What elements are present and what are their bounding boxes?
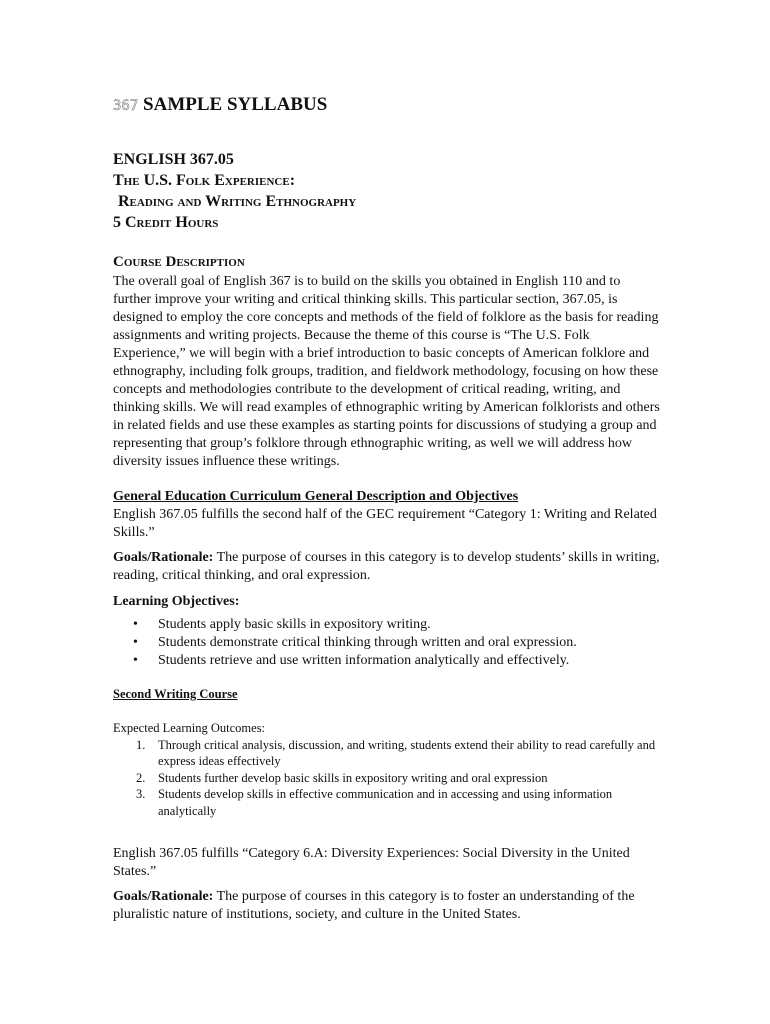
- course-title-line1: The U.S. Folk Experience:: [113, 172, 296, 189]
- gec-fulfills-text: English 367.05 fulfills the second half of the GEC requirement “Category 1: Writing and Related Skills.”: [113, 507, 657, 540]
- bullet-icon: •: [133, 635, 138, 650]
- gec-goals: [113, 549, 661, 585]
- list-item: 3. Students develop skills in effective communication and in accessing and using information analytically: [136, 787, 613, 818]
- diversity-goals-label: Goals/Rationale:: [113, 889, 214, 904]
- learning-objectives-list: [113, 616, 661, 670]
- credit-hours: 5 Credit Hours: [113, 214, 219, 231]
- page-title: [113, 92, 661, 119]
- course-description-text: The overall goal of English 367 is to build on the skills you obtained in English 110 and to further improve your writing and critical thinking skills. This particular section, 367.05, is designed to employ the core concepts and methods of the field of folklore as the basis for reading assignments and writing projects. Because the theme of this course is “The U.S. Folk Experience,” we will begin with a brief introduction to basic concepts of American folklore and ethnography, including folk groups, tradition, and fieldwork methodology, focusing on how these concepts and methodologies contribute to the development of critical reading, writing, and thinking skills. We will read examples of ethnographic writing by American folklorists and others in related fields and use these examples as starting points for discussions of studying a group and representing that group’s folklore through ethnographic writing, as well we will address how diversity issues influence these writings.: [113, 274, 660, 469]
- list-item: • Students demonstrate critical thinking through written and oral expression.: [133, 635, 577, 650]
- diversity-fulfills-text: English 367.05 fulfills “Category 6.A: Diversity Experiences: Social Diversity in the United States.”: [113, 846, 630, 879]
- page-title-text: SAMPLE SYLLABUS: [143, 94, 328, 115]
- list-item: 2. Students further develop basic skills in expository writing and oral expression: [136, 770, 548, 785]
- gec-goals-label: Goals/Rationale:: [113, 550, 214, 565]
- gec-goals-text: The purpose of courses in this category is to develop students’ skills in writing, reading, critical thinking, and oral expression.: [113, 550, 660, 583]
- gec-heading: General Education Curriculum General Description and Objectives: [113, 489, 519, 504]
- course-heading-block: [113, 149, 661, 233]
- expected-outcomes-label: Expected Learning Outcomes:: [113, 721, 266, 735]
- course-description-heading: Course Description: [113, 254, 245, 270]
- learning-objectives-heading: Learning Objectives:: [113, 594, 240, 609]
- course-number-outline: 367: [113, 98, 139, 114]
- list-item: 1. Through critical analysis, discussion, and writing, students extend their ability to read carefully and express ideas effectively: [136, 737, 656, 768]
- expected-outcomes-list: [113, 737, 661, 820]
- diversity-goals: [113, 888, 661, 924]
- diversity-goals-text: The purpose of courses in this category is to foster an understanding of the pluralistic nature of institutions, society, and culture in the United States.: [113, 889, 635, 922]
- bullet-icon: •: [133, 617, 138, 632]
- syllabus-page: [113, 92, 661, 924]
- bullet-icon: •: [133, 653, 138, 668]
- course-code: ENGLISH 367.05: [113, 151, 234, 168]
- list-item: • Students apply basic skills in expository writing.: [133, 617, 431, 632]
- course-title-line2: Reading and Writing Ethnography: [118, 193, 357, 210]
- second-writing-heading: Second Writing Course: [113, 687, 238, 701]
- list-item: • Students retrieve and use written information analytically and effectively.: [133, 653, 570, 668]
